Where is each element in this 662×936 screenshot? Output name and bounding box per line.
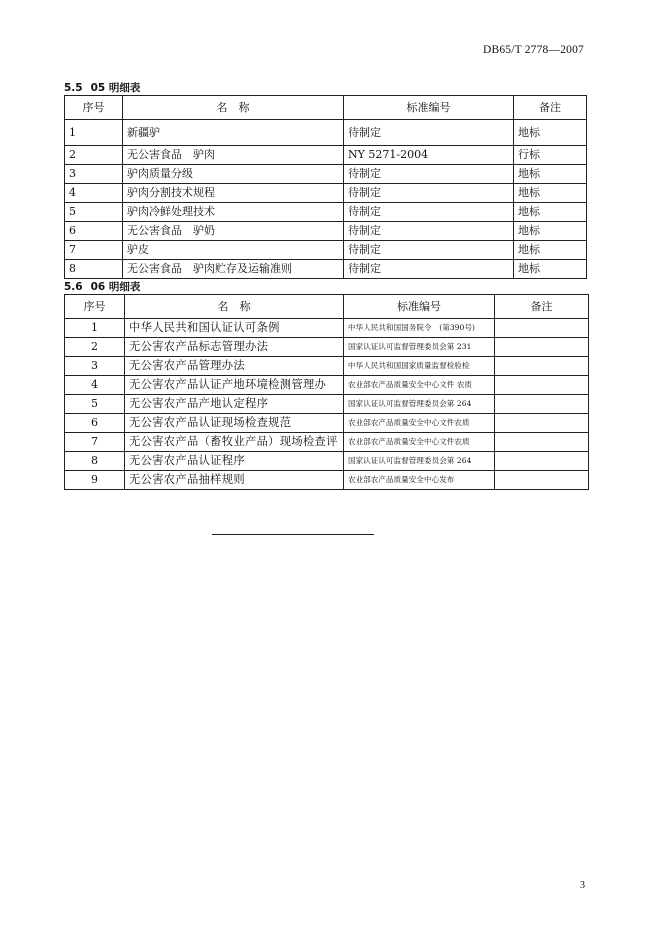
row-index: 4	[65, 376, 125, 395]
row-standard-number: 中华人民共和国国家质量监督检验检	[344, 357, 495, 376]
row-remark	[495, 433, 589, 452]
row-name: 无公害食品 驴肉贮存及运输准则	[123, 260, 344, 279]
row-standard-number: 待制定	[344, 241, 514, 260]
row-standard-number: 待制定	[344, 222, 514, 241]
table-body	[65, 319, 589, 490]
page-number: 3	[580, 880, 585, 891]
row-name: 无公害农产品标志管理办法	[125, 338, 344, 357]
header-name: 名 称	[125, 295, 344, 319]
table-row	[65, 184, 587, 203]
header-standard-number: 标准编号	[344, 295, 495, 319]
row-remark: 地标	[514, 260, 587, 279]
table-header-row	[65, 96, 587, 120]
row-index: 2	[65, 146, 123, 165]
section-number: 5.5	[64, 82, 83, 94]
row-standard-number: 国家认证认可监督管理委员会第 264	[344, 452, 495, 471]
header-remark: 备注	[495, 295, 589, 319]
row-index: 3	[65, 165, 123, 184]
row-index: 7	[65, 241, 123, 260]
row-name: 无公害农产品认证程序	[125, 452, 344, 471]
row-standard-number: 农业部农产品质量安全中心文件 农质	[344, 376, 495, 395]
row-index: 1	[65, 319, 125, 338]
row-name: 无公害农产品抽样规则	[125, 471, 344, 490]
row-remark	[495, 471, 589, 490]
row-index: 2	[65, 338, 125, 357]
table-row	[65, 319, 589, 338]
section-5-6-title	[64, 279, 140, 294]
table-06-details	[64, 294, 589, 490]
row-standard-number: 国家认证认可监督管理委员会第 231	[344, 338, 495, 357]
row-name: 新疆驴	[123, 120, 344, 146]
row-remark	[495, 376, 589, 395]
row-standard-number: 待制定	[344, 184, 514, 203]
section-title-text: 05 明细表	[90, 82, 141, 94]
row-name: 驴肉质量分级	[123, 165, 344, 184]
header-standard-number: 标准编号	[344, 96, 514, 120]
row-remark: 地标	[514, 241, 587, 260]
row-index: 9	[65, 471, 125, 490]
row-name: 无公害农产品管理办法	[125, 357, 344, 376]
row-remark	[495, 357, 589, 376]
row-index: 8	[65, 452, 125, 471]
row-index: 1	[65, 120, 123, 146]
table-row	[65, 120, 587, 146]
row-index: 8	[65, 260, 123, 279]
row-name: 无公害农产品产地认定程序	[125, 395, 344, 414]
table-row	[65, 357, 589, 376]
row-index: 5	[65, 395, 125, 414]
row-name: 驴皮	[123, 241, 344, 260]
table-header-row	[65, 295, 589, 319]
table-row	[65, 414, 589, 433]
row-name: 无公害农产品认证产地环境检测管理办	[125, 376, 344, 395]
table-05-details	[64, 95, 587, 279]
row-index: 3	[65, 357, 125, 376]
row-remark	[495, 395, 589, 414]
row-remark: 行标	[514, 146, 587, 165]
header-name: 名 称	[123, 96, 344, 120]
section-number: 5.6	[64, 281, 83, 293]
row-standard-number: NY 5271-2004	[344, 146, 514, 165]
table-row	[65, 165, 587, 184]
table-row	[65, 376, 589, 395]
row-name: 无公害农产品（畜牧业产品）现场检查评	[125, 433, 344, 452]
header-remark: 备注	[514, 96, 587, 120]
row-index: 7	[65, 433, 125, 452]
section-title-text: 06 明细表	[90, 281, 141, 293]
row-remark	[495, 338, 589, 357]
row-index: 5	[65, 203, 123, 222]
row-standard-number: 农业部农产品质量安全中心发布	[344, 471, 495, 490]
row-remark: 地标	[514, 203, 587, 222]
row-standard-number: 中华人民共和国国务院令 (第390号)	[344, 319, 495, 338]
table-row	[65, 395, 589, 414]
header-index: 序号	[65, 96, 123, 120]
row-name: 无公害农产品认证现场检查规范	[125, 414, 344, 433]
row-remark: 地标	[514, 184, 587, 203]
row-remark: 地标	[514, 222, 587, 241]
document-code: DB65/T 2778—2007	[482, 44, 584, 56]
table-row	[65, 260, 587, 279]
row-index: 4	[65, 184, 123, 203]
row-standard-number: 农业部农产品质量安全中心文件农质	[344, 433, 495, 452]
row-remark	[495, 452, 589, 471]
row-index: 6	[65, 414, 125, 433]
row-remark	[495, 319, 589, 338]
header-index: 序号	[65, 295, 125, 319]
row-standard-number: 待制定	[344, 165, 514, 184]
row-standard-number: 待制定	[344, 120, 514, 146]
table-row	[65, 222, 587, 241]
row-remark: 地标	[514, 120, 587, 146]
row-name: 驴肉分割技术规程	[123, 184, 344, 203]
row-standard-number: 待制定	[344, 260, 514, 279]
table-row	[65, 471, 589, 490]
table-row	[65, 146, 587, 165]
row-standard-number: 国家认证认可监督管理委员会第 264	[344, 395, 495, 414]
row-standard-number: 待制定	[344, 203, 514, 222]
table-row	[65, 452, 589, 471]
table-row	[65, 241, 587, 260]
table-row	[65, 433, 589, 452]
row-name: 无公害食品 驴肉	[123, 146, 344, 165]
section-5-5-title	[64, 80, 140, 95]
table-row	[65, 338, 589, 357]
row-name: 无公害食品 驴奶	[123, 222, 344, 241]
row-index: 6	[65, 222, 123, 241]
table-row	[65, 203, 587, 222]
row-name: 中华人民共和国认证认可条例	[125, 319, 344, 338]
row-remark: 地标	[514, 165, 587, 184]
row-standard-number: 农业部农产品质量安全中心文件农质	[344, 414, 495, 433]
row-remark	[495, 414, 589, 433]
row-name: 驴肉冷鲜处理技术	[123, 203, 344, 222]
end-rule	[212, 534, 374, 535]
table-body	[65, 120, 587, 279]
